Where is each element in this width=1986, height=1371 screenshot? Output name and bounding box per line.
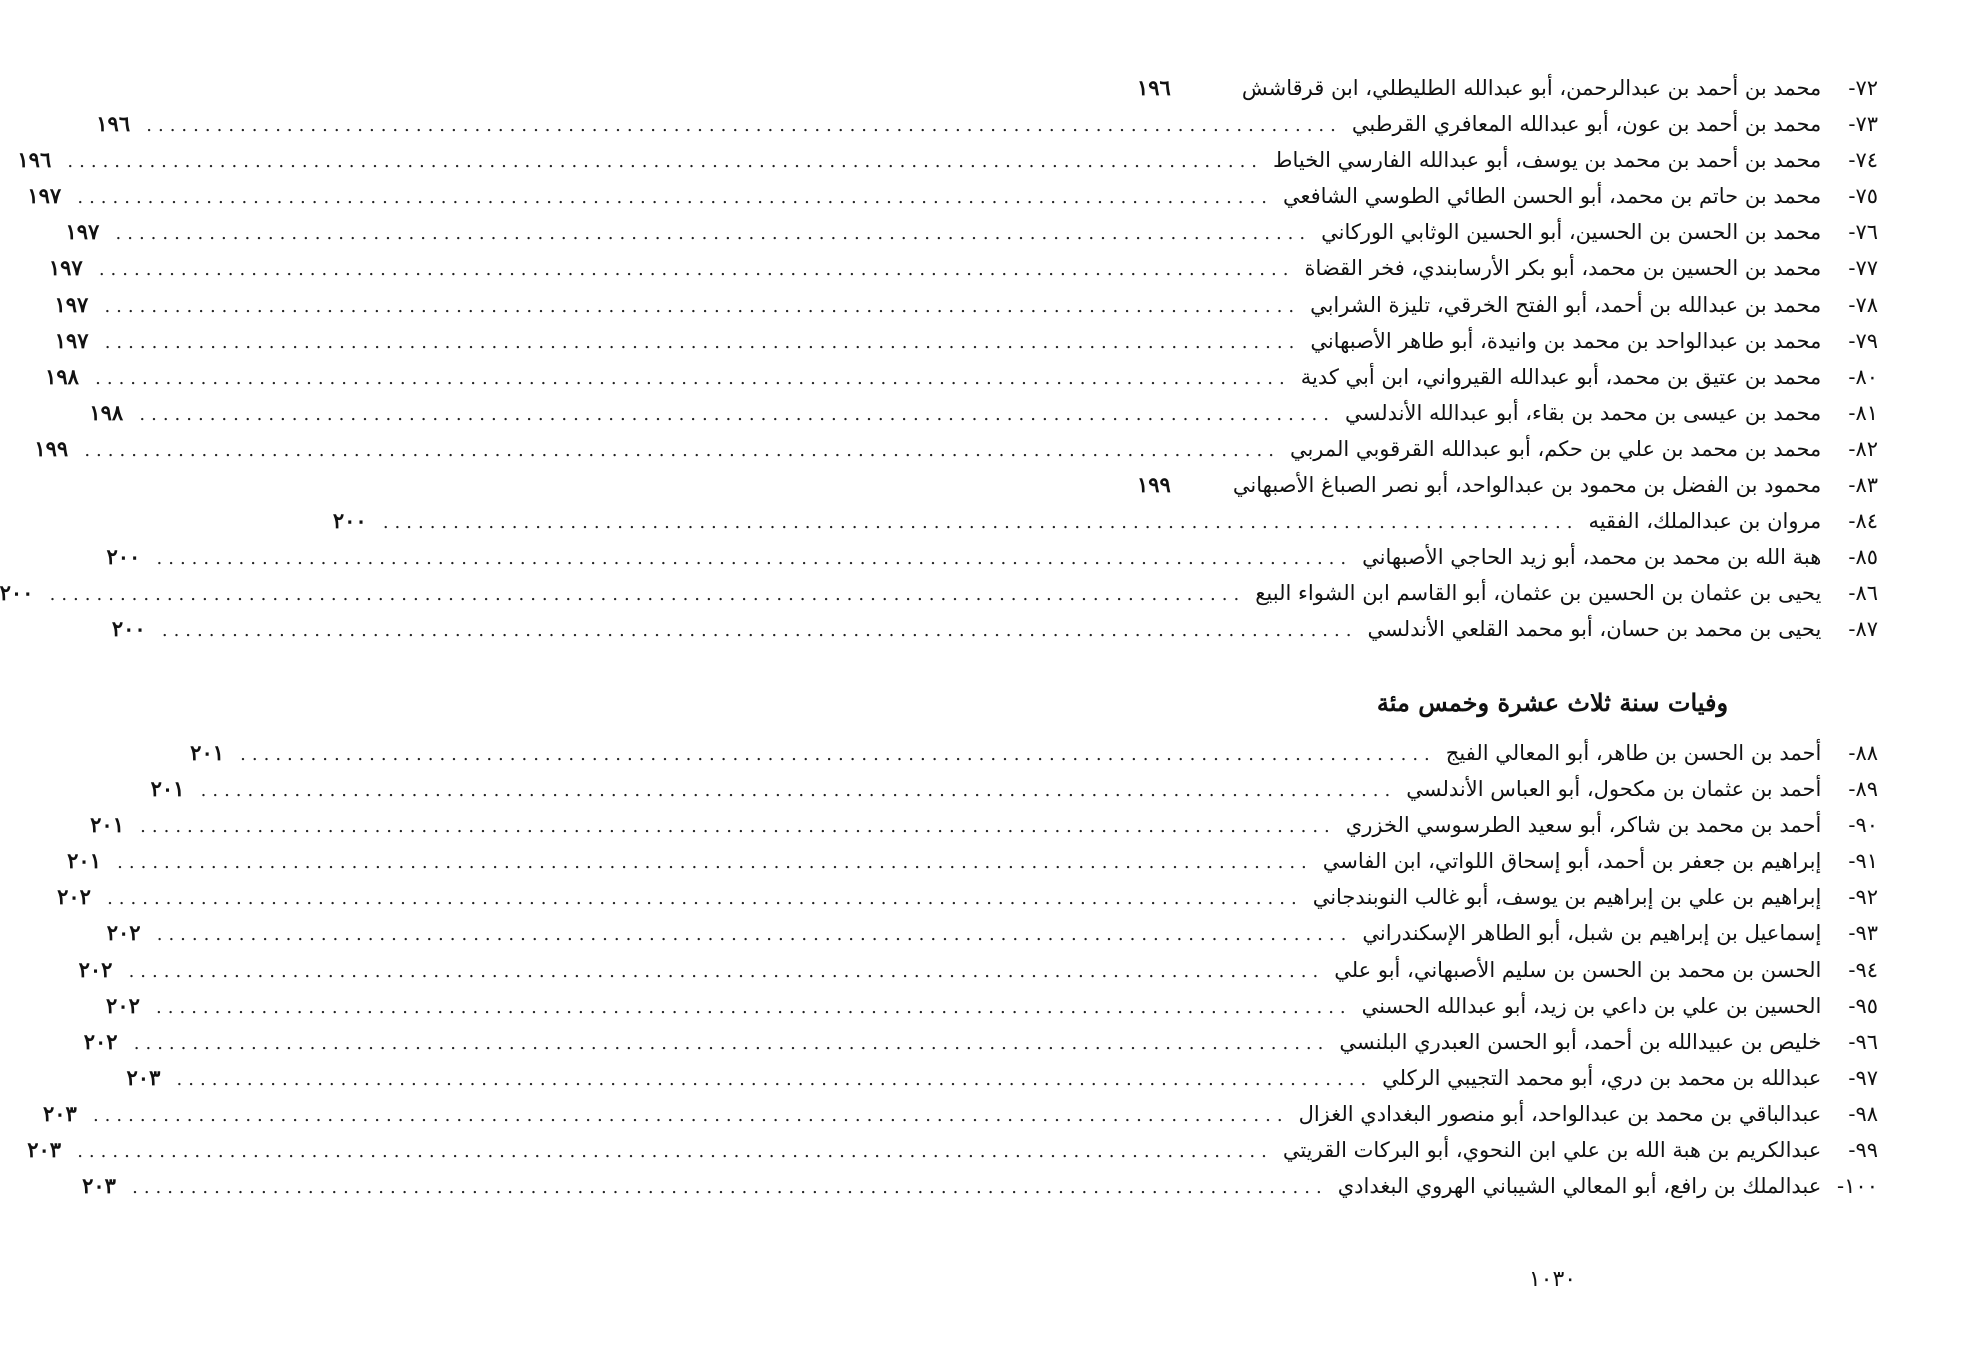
entry-title	[1299, 1096, 1878, 1132]
entry-number: ٨٦-	[1848, 581, 1878, 606]
entry-title	[1406, 771, 1878, 807]
entries-list-2	[27, 735, 1878, 1204]
entry-title	[1304, 250, 1878, 286]
entry-title	[1323, 843, 1878, 879]
page-number: ١٠٣٠	[1528, 1267, 1577, 1292]
entry-name: يحيى بن عثمان بن الحسين بن عثمان، أبو القاسم ابن الشواء البيع	[1255, 581, 1822, 606]
entry-number: ٧٨-	[1848, 292, 1878, 317]
entry-name: محمد بن حاتم بن محمد، أبو الحسن الطائي الطوسي الشافعي	[1282, 184, 1822, 209]
entry-page-number: ٢٠٢	[106, 920, 141, 946]
toc-entry	[111, 611, 1878, 647]
dot-leader	[383, 505, 1579, 541]
toc-entry	[27, 1132, 1878, 1168]
dot-leader	[162, 613, 1358, 649]
entry-name: يحيى بن محمد بن حسان، أبو محمد القلعي الأندلسي	[1367, 617, 1822, 642]
entry-title	[1321, 214, 1878, 250]
entry-name: محمد بن أحمد بن محمد بن يوسف، أبو عبدالله الفارسي الخياط	[1273, 148, 1822, 173]
entry-title	[1310, 323, 1878, 359]
dot-leader	[95, 361, 1291, 397]
toc-entry	[83, 1024, 1878, 1060]
entry-number: ٨٧-	[1848, 617, 1878, 642]
entry-number: ٩٩-	[1848, 1138, 1878, 1163]
entry-title	[1334, 952, 1878, 988]
entry-number: ٩٣-	[1848, 921, 1878, 946]
entry-title	[1290, 431, 1878, 467]
dot-leader	[77, 1134, 1273, 1170]
entry-number: ٧٧-	[1848, 256, 1878, 281]
entry-number: ٧٥-	[1848, 184, 1878, 209]
entry-page-number: ٢٠٢	[83, 1028, 118, 1054]
entry-page-number: ١٩٨	[45, 363, 79, 389]
entry-title	[1367, 611, 1878, 647]
entry-page-number: ٢٠٠	[106, 544, 141, 570]
entry-page-number: ١٩٧	[54, 291, 89, 317]
entry-number: ٩٦-	[1848, 1029, 1878, 1054]
entry-title	[1362, 539, 1878, 575]
entry-number: ٩٤-	[1848, 957, 1878, 982]
entry-number: ٨١-	[1848, 400, 1878, 425]
toc-entry	[27, 178, 1878, 214]
entry-title	[1382, 1060, 1878, 1096]
entry-number: ١٠٠-	[1837, 1174, 1878, 1199]
toc-entry	[48, 250, 1878, 286]
entry-page-number: ١٩٧	[65, 219, 100, 245]
entry-name: محمد بن أحمد بن عون، أبو عبدالله المعافري القرطبي	[1351, 112, 1822, 137]
entries-list-1	[0, 70, 1878, 648]
toc-entry	[42, 1096, 1878, 1132]
entry-number: ٨٠-	[1848, 364, 1878, 389]
dot-leader	[105, 325, 1301, 361]
dot-leader	[117, 845, 1313, 881]
entry-title	[1362, 988, 1878, 1024]
dot-leader	[201, 773, 1397, 809]
entry-name: مروان بن عبدالملك، الفقيه	[1588, 509, 1822, 534]
entry-page-number: ٢٠٠	[0, 580, 34, 606]
dot-leader	[99, 252, 1295, 288]
entry-name: محمد بن عتيق بن محمد، أبو عبدالله القيرواني، ابن أبي كدية	[1300, 364, 1822, 389]
toc-entry	[106, 988, 1878, 1024]
entry-page-number: ٢٠١	[190, 740, 225, 765]
dot-leader	[177, 1062, 1373, 1098]
entry-name: أحمد بن عثمان بن مكحول، أبو العباس الأندلسي	[1406, 777, 1822, 802]
entry-page-number: ٢٠٠	[111, 616, 146, 642]
toc-entry	[34, 431, 1878, 467]
entry-number: ٧٤-	[1848, 148, 1878, 173]
dot-leader	[240, 737, 1436, 773]
dot-leader	[139, 397, 1335, 433]
entry-name: إسماعيل بن إبراهيم بن شبل، أبو الطاهر الإسكندراني	[1362, 921, 1822, 946]
entry-title	[1339, 1024, 1878, 1060]
entry-page-number: ٢٠٣	[82, 1173, 116, 1199]
entry-number: ٨٢-	[1848, 436, 1878, 461]
entry-page-number: ١٩٦	[17, 147, 52, 173]
entry-title	[1283, 178, 1878, 214]
toc-entry	[65, 214, 1878, 250]
entry-name: عبدالملك بن رافع، أبو المعالي الشيباني الهروي البغدادي	[1337, 1174, 1822, 1199]
entry-number: ٩٥-	[1848, 993, 1878, 1018]
entry-title	[1588, 503, 1878, 539]
toc-entry	[190, 735, 1878, 771]
toc-entry	[17, 142, 1878, 178]
entry-page-number: ١٩٨	[89, 399, 124, 425]
toc-entry	[54, 287, 1878, 323]
entry-page-number: ١٩٩	[1137, 472, 1171, 498]
dot-leader	[50, 577, 1246, 613]
entry-title	[1233, 467, 1878, 503]
entry-page-number: ٢٠٢	[57, 884, 91, 910]
entry-title	[1242, 70, 1878, 106]
entry-page-number: ١٩٧	[48, 255, 83, 281]
entry-page-number: ٢٠١	[150, 776, 185, 802]
toc-entry	[89, 395, 1878, 431]
section-heading: وفيات سنة ثلاث عشرة وخمس مئة	[1376, 688, 1729, 717]
entry-page-number: ٢٠٣	[27, 1137, 62, 1163]
dot-leader	[156, 990, 1352, 1026]
entry-name: أحمد بن محمد بن شاكر، أبو سعيد الطرسوسي الخزري	[1345, 813, 1822, 838]
entry-page-number: ٢٠٣	[42, 1100, 77, 1126]
entry-number: ٨٩-	[1848, 777, 1878, 802]
toc-entry	[332, 503, 1878, 539]
entry-title	[1338, 1168, 1878, 1204]
dot-leader	[104, 289, 1300, 325]
entry-page-number: ٢٠١	[90, 812, 124, 838]
entry-name: محمد بن عبدالواحد بن محمد بن وانيدة، أبو طاهر الأصبهاني	[1310, 328, 1822, 353]
entry-title	[1283, 1132, 1878, 1168]
entry-title	[1313, 879, 1878, 915]
entry-page-number: ١٩٦	[96, 111, 131, 137]
dot-leader	[134, 1026, 1330, 1062]
entry-name: إبراهيم بن علي بن إبراهيم بن يوسف، أبو غالب النوبندجاني	[1312, 885, 1822, 910]
toc-entry	[0, 575, 1878, 611]
entry-name: محمد بن أحمد بن عبدالرحمن، أبو عبدالله الطليطلي، ابن قرقاشش	[1241, 76, 1822, 100]
entry-page-number: ٢٠٣	[126, 1064, 161, 1090]
entry-number: ٨٥-	[1848, 545, 1878, 570]
entry-page-number: ٢٠٢	[106, 992, 140, 1018]
entry-number: ٨٤-	[1848, 509, 1878, 534]
toc-entry	[106, 915, 1878, 951]
entry-number: ٩٧-	[1848, 1065, 1878, 1090]
entry-name: عبدالباقي بن محمد بن عبدالواحد، أبو منصور البغدادي الغزال	[1298, 1101, 1822, 1126]
entry-number: ٧٦-	[1848, 220, 1878, 245]
toc-entry	[126, 1060, 1878, 1096]
entry-number: ٧٢-	[1848, 76, 1878, 100]
entry-title	[1255, 575, 1878, 611]
toc-entry	[54, 323, 1878, 359]
dot-leader	[140, 809, 1336, 845]
toc-entry	[90, 807, 1878, 843]
entry-title	[1301, 359, 1878, 395]
entry-number: ٩٢-	[1848, 885, 1878, 910]
entry-name: محمود بن الفضل بن محمود بن عبدالواحد، أبو نصر الصباغ الأصبهاني	[1232, 473, 1822, 498]
entry-name: عبدالكريم بن هبة الله بن علي ابن النحوي، أبو البركات القريتي	[1282, 1138, 1822, 1163]
entry-title	[1310, 287, 1878, 323]
toc-entry	[82, 1168, 1878, 1204]
toc-entry	[78, 952, 1878, 988]
toc-entry	[96, 106, 1878, 142]
toc-entry	[1137, 70, 1878, 106]
toc-entry	[45, 359, 1878, 395]
dot-leader	[129, 954, 1325, 990]
entry-name: محمد بن الحسن بن الحسين، أبو الحسين الوثابي الوركاني	[1321, 220, 1822, 245]
entry-name: محمد بن عيسى بن محمد بن بقاء، أبو عبدالله الأندلسي	[1345, 400, 1822, 425]
entry-name: عبدالله بن محمد بن دري، أبو محمد التجيبي الركلي	[1382, 1065, 1822, 1090]
entry-number: ٩٨-	[1848, 1101, 1878, 1126]
dot-leader	[157, 541, 1353, 577]
entry-name: محمد بن الحسين بن محمد، أبو بكر الأرسابندي، فخر القضاة	[1304, 256, 1822, 281]
dot-leader	[116, 216, 1312, 252]
entry-number: ٩٠-	[1848, 813, 1878, 838]
toc-entry	[1137, 467, 1878, 503]
entry-title	[1273, 142, 1878, 178]
dot-leader	[93, 1098, 1289, 1134]
entry-page-number: ٢٠٢	[78, 956, 113, 982]
entry-name: هبة الله بن محمد بن محمد، أبو زيد الحاجي الأصبهاني	[1362, 545, 1822, 570]
dot-leader	[67, 144, 1263, 180]
entry-page-number: ١٩٧	[27, 183, 62, 209]
dot-leader	[146, 108, 1342, 144]
entry-title	[1352, 106, 1878, 142]
entry-page-number: ١٩٦	[1137, 75, 1171, 100]
dot-leader	[132, 1170, 1328, 1206]
entry-title	[1362, 915, 1878, 951]
dot-leader	[84, 433, 1280, 469]
entry-page-number: ١٩٧	[54, 327, 89, 353]
entry-number: ٨٣-	[1848, 473, 1878, 498]
entry-name: إبراهيم بن جعفر بن أحمد، أبو إسحاق اللواتي، ابن الفاسي	[1322, 849, 1822, 874]
entry-name: محمد بن عبدالله بن أحمد، أبو الفتح الخرقي، تليزة الشرابي	[1310, 292, 1822, 317]
entry-page-number: ١٩٩	[34, 435, 69, 461]
entry-number: ٨٨-	[1848, 741, 1878, 765]
toc-entry	[57, 879, 1878, 915]
entry-page-number: ٢٠٠	[332, 508, 367, 534]
entry-number: ٧٣-	[1848, 112, 1878, 137]
entry-page-number: ٢٠١	[67, 848, 101, 874]
entry-title	[1346, 807, 1878, 843]
dot-leader	[157, 917, 1353, 953]
entry-title	[1345, 395, 1878, 431]
entry-title	[1446, 735, 1878, 771]
entry-name: أحمد بن الحسن بن طاهر، أبو المعالي الفيج	[1445, 741, 1822, 765]
entry-name: الحسن بن محمد بن الحسن بن سليم الأصبهاني، أبو علي	[1334, 957, 1822, 982]
toc-entry	[106, 539, 1878, 575]
entry-number: ٩١-	[1848, 849, 1878, 874]
toc-entry	[67, 843, 1878, 879]
dot-leader	[107, 881, 1303, 917]
entry-name: محمد بن محمد بن علي بن حكم، أبو عبدالله القرقوبي المربي	[1289, 436, 1822, 461]
entry-number: ٧٩-	[1848, 328, 1878, 353]
toc-entry	[150, 771, 1878, 807]
dot-leader	[77, 180, 1273, 216]
entry-name: خليص بن عبيدالله بن أحمد، أبو الحسن العبدري البلنسي	[1339, 1029, 1822, 1054]
entry-name: الحسين بن علي بن داعي بن زيد، أبو عبدالله الحسني	[1361, 993, 1822, 1018]
